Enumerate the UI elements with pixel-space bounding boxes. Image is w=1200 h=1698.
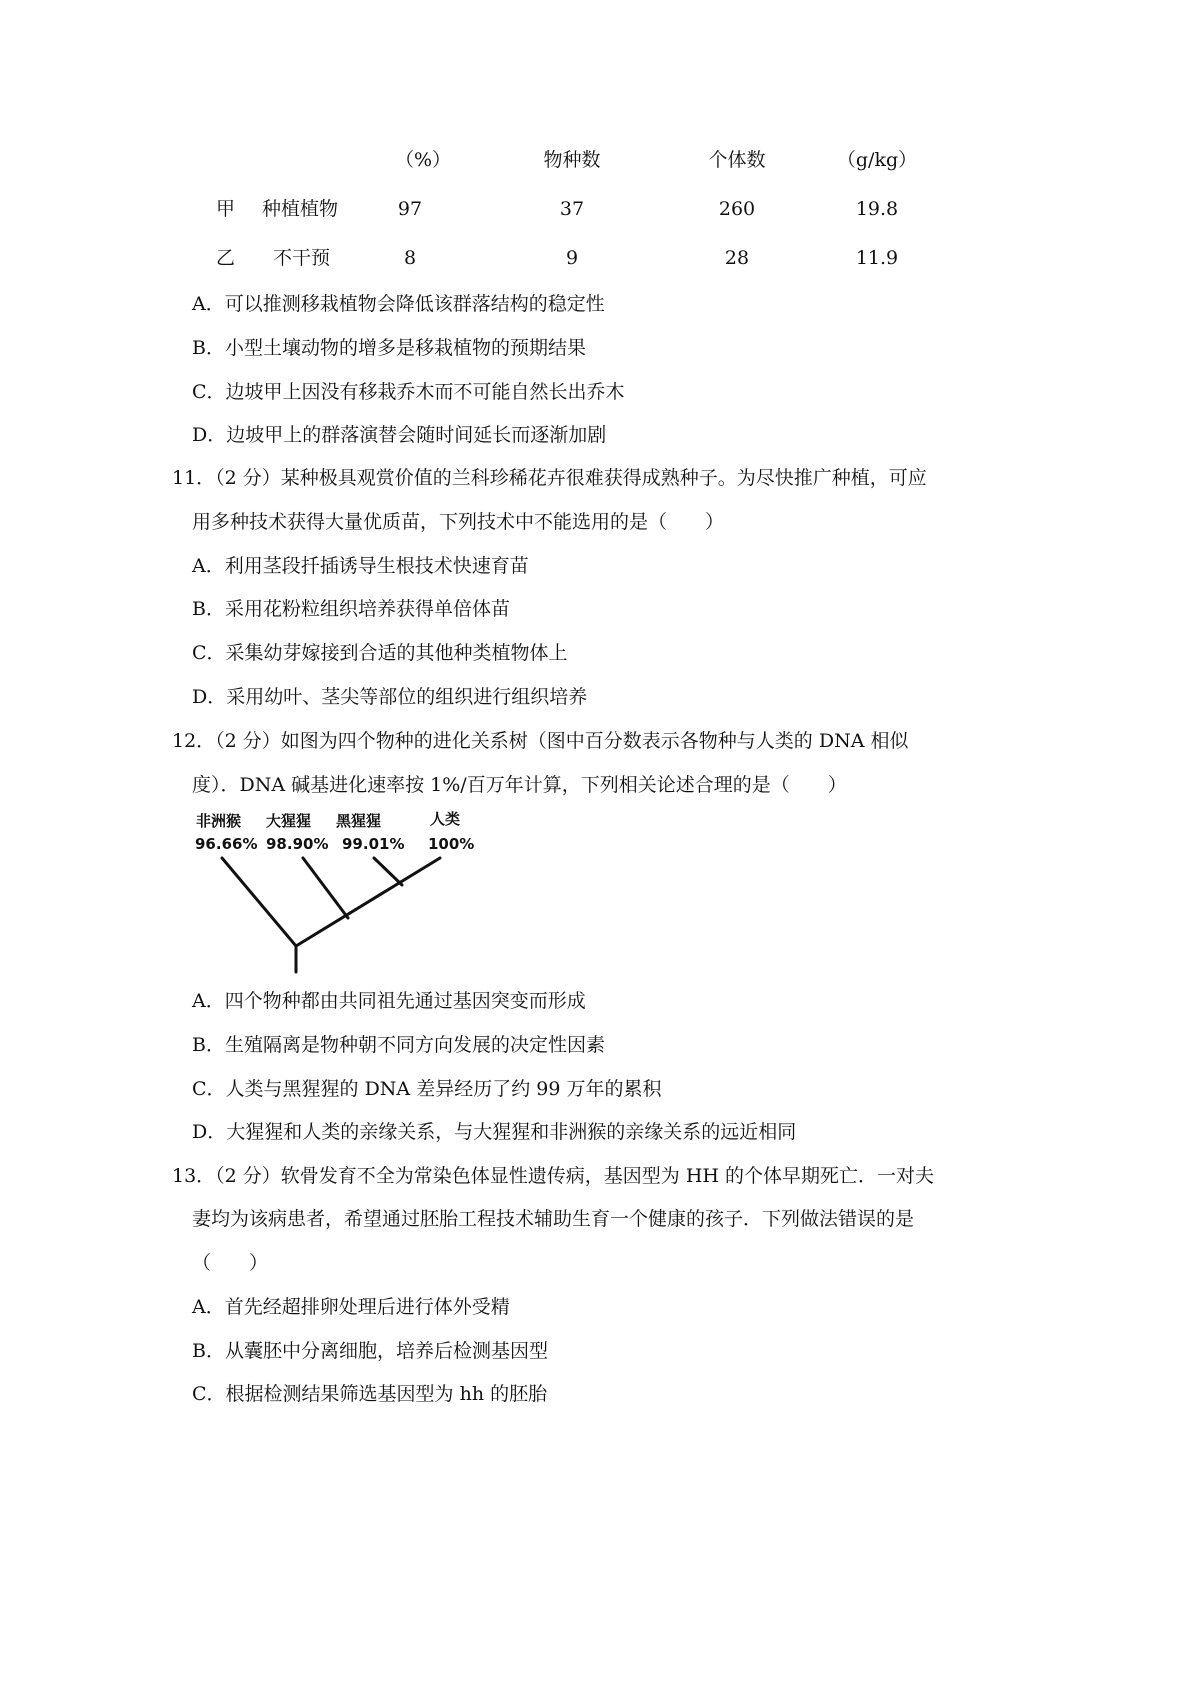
tree-label-name: 非洲猴 xyxy=(196,812,242,830)
tree-label-similarity: 99.01% xyxy=(342,835,405,853)
tree-label-similarity: 98.90% xyxy=(266,835,329,853)
q11-option-a: A．利用茎段扦插诱导生根技术快速育苗 xyxy=(192,555,529,577)
q12-option-c: C．人类与黑猩猩的 DNA 差异经历了约 99 万年的累积 xyxy=(192,1078,662,1100)
table-cell: 19.8 xyxy=(855,198,899,220)
q12-stem-line1: 12．（2 分）如图为四个物种的进化关系树（图中百分数表示各物种与人类的 DNA 相似 xyxy=(172,730,909,752)
table-cell: 260 xyxy=(718,198,756,220)
table-header-unit: （g/kg） xyxy=(836,149,918,171)
q13-stem-line3: （ ） xyxy=(192,1252,269,1274)
table-row-label: 乙 xyxy=(216,247,236,269)
q12-option-b: B．生殖隔离是物种朝不同方向发展的决定性因素 xyxy=(192,1034,605,1056)
q12-option-a: A．四个物种都由共同祖先通过基因突变而形成 xyxy=(192,990,586,1012)
table-row-label: 甲 xyxy=(216,198,236,220)
tree-branch-human xyxy=(296,858,440,946)
q10-option-c: C．边坡甲上因没有移栽乔木而不可能自然长出乔木 xyxy=(192,381,625,403)
table-cell: 28 xyxy=(724,247,750,269)
q12-option-d: D．大猩猩和人类的亲缘关系，与大猩猩和非洲猴的亲缘关系的远近相同 xyxy=(192,1121,797,1143)
tree-label-similarity: 100% xyxy=(428,835,475,853)
q13-option-a: A．首先经超排卵处理后进行体外受精 xyxy=(192,1296,510,1318)
tree-label-name: 黑猩猩 xyxy=(336,812,382,830)
table-header-individual-count: 个体数 xyxy=(708,149,766,171)
q12-stem-line2: 度）．DNA 碱基进化速率按 1%/百万年计算，下列相关论述合理的是（ ） xyxy=(192,774,847,796)
table-row-treatment: 种植植物 xyxy=(262,198,339,220)
tree-branch-gorilla xyxy=(303,858,348,918)
q10-option-b: B．小型土壤动物的增多是移栽植物的预期结果 xyxy=(192,337,586,359)
table-row-treatment: 不干预 xyxy=(273,247,331,269)
table-cell: 97 xyxy=(397,198,423,220)
table-cell: 9 xyxy=(565,247,579,269)
table-cell: 37 xyxy=(559,198,585,220)
tree-label-similarity: 96.66% xyxy=(195,835,258,853)
table-header-percent: （%） xyxy=(394,149,452,171)
q11-option-c: C．采集幼芽嫁接到合适的其他种类植物体上 xyxy=(192,642,568,664)
q11-option-d: D．采用幼叶、茎尖等部位的组织进行组织培养 xyxy=(192,686,588,708)
tree-branch-african-monkey xyxy=(222,858,296,946)
tree-label-name: 大猩猩 xyxy=(266,812,312,830)
tree-label-name: 人类 xyxy=(430,810,461,828)
q13-stem-line1: 13．（2 分）软骨发育不全为常染色体显性遗传病，基因型为 HH 的个体早期死亡．一对夫 xyxy=(172,1165,935,1187)
q10-option-a: A．可以推测移栽植物会降低该群落结构的稳定性 xyxy=(192,293,605,315)
q13-stem-line2: 妻均为该病患者，希望通过胚胎工程技术辅助生育一个健康的孩子．下列做法错误的是 xyxy=(192,1208,915,1230)
table-header-species-count: 物种数 xyxy=(543,149,601,171)
q13-option-c: C．根据检测结果筛选基因型为 hh 的胚胎 xyxy=(192,1383,548,1405)
q10-option-d: D．边坡甲上的群落演替会随时间延长而逐渐加剧 xyxy=(192,424,607,446)
tree-branch-chimpanzee xyxy=(374,858,402,885)
table-cell: 8 xyxy=(403,247,417,269)
q11-stem-line1: 11．（2 分）某种极具观赏价值的兰科珍稀花卉很难获得成熟种子。为尽快推广种植，可应 xyxy=(172,467,927,489)
table-cell: 11.9 xyxy=(855,247,899,269)
q11-stem-line2: 用多种技术获得大量优质苗，下列技术中不能选用的是（ ） xyxy=(192,511,725,533)
q13-option-b: B．从囊胚中分离细胞，培养后检测基因型 xyxy=(192,1340,548,1362)
q11-option-b: B．采用花粉粒组织培养获得单倍体苗 xyxy=(192,598,510,620)
